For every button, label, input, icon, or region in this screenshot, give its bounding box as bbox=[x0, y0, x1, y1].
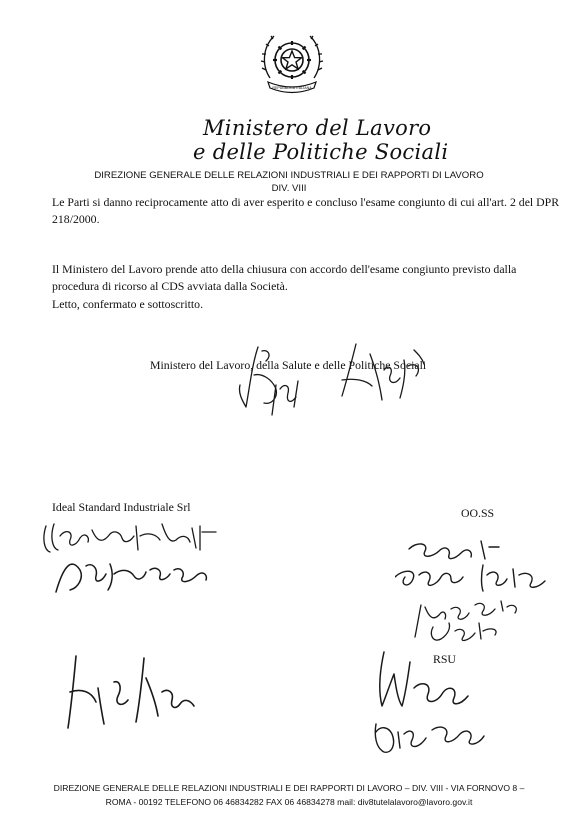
division-label: DIV. VIII bbox=[271, 183, 307, 194]
ministry-signature-left bbox=[232, 345, 312, 420]
company-signature-1 bbox=[40, 518, 240, 598]
paragraph-joint-examination: Le Parti si danno reciprocamente atto di aver esperito e concluso l'esame congiunto di cui all'art. 2 del DPR 218/2000. bbox=[52, 195, 560, 226]
ministry-name-line2: e delle Politiche Sociali bbox=[193, 140, 449, 164]
paragraph-read-confirmed: Letto, confermato e sottoscritto. bbox=[52, 297, 204, 311]
company-signature-label: Ideal Standard Industriale Srl bbox=[52, 500, 191, 514]
ministry-signature-label: Ministero del Lavoro, della Salute e delle Politiche Sociali bbox=[150, 358, 427, 372]
ministry-name-line1: Ministero del Lavoro bbox=[203, 116, 432, 140]
rsu-signature-label: RSU bbox=[433, 652, 456, 666]
directorate-title: DIREZIONE GENERALE DELLE RELAZIONI INDUSTRIALI E DEI RAPPORTI DI LAVORO bbox=[94, 170, 484, 181]
unions-signature-1 bbox=[395, 535, 565, 645]
paragraph-ministry-acknowledgement: Il Ministero del Lavoro prende atto della chiusura con accordo dell'esame congiunto previsto dalla procedura di ricorso al CDS avviata dalla Società. bbox=[52, 262, 517, 293]
ministry-signature-right bbox=[330, 340, 430, 410]
emblem-icon bbox=[256, 26, 328, 98]
rsu-signature bbox=[370, 648, 510, 760]
footer-address-line1: DIREZIONE GENERALE DELLE RELAZIONI INDUSTRIALI E DEI RAPPORTI DI LAVORO – DIV. VIII - VIA FORNOVO 8 – bbox=[53, 783, 525, 793]
footer-address-line2: ROMA - 00192 TELEFONO 06 46834282 FAX 06 46834278 mail: div8tutelalavoro@lavoro.gov.it bbox=[105, 797, 473, 807]
company-signature-2 bbox=[62, 652, 222, 732]
unions-signature-label: OO.SS bbox=[461, 506, 495, 520]
emblem-ribbon-text: REPUBBLICA ITALIANA bbox=[272, 86, 312, 90]
